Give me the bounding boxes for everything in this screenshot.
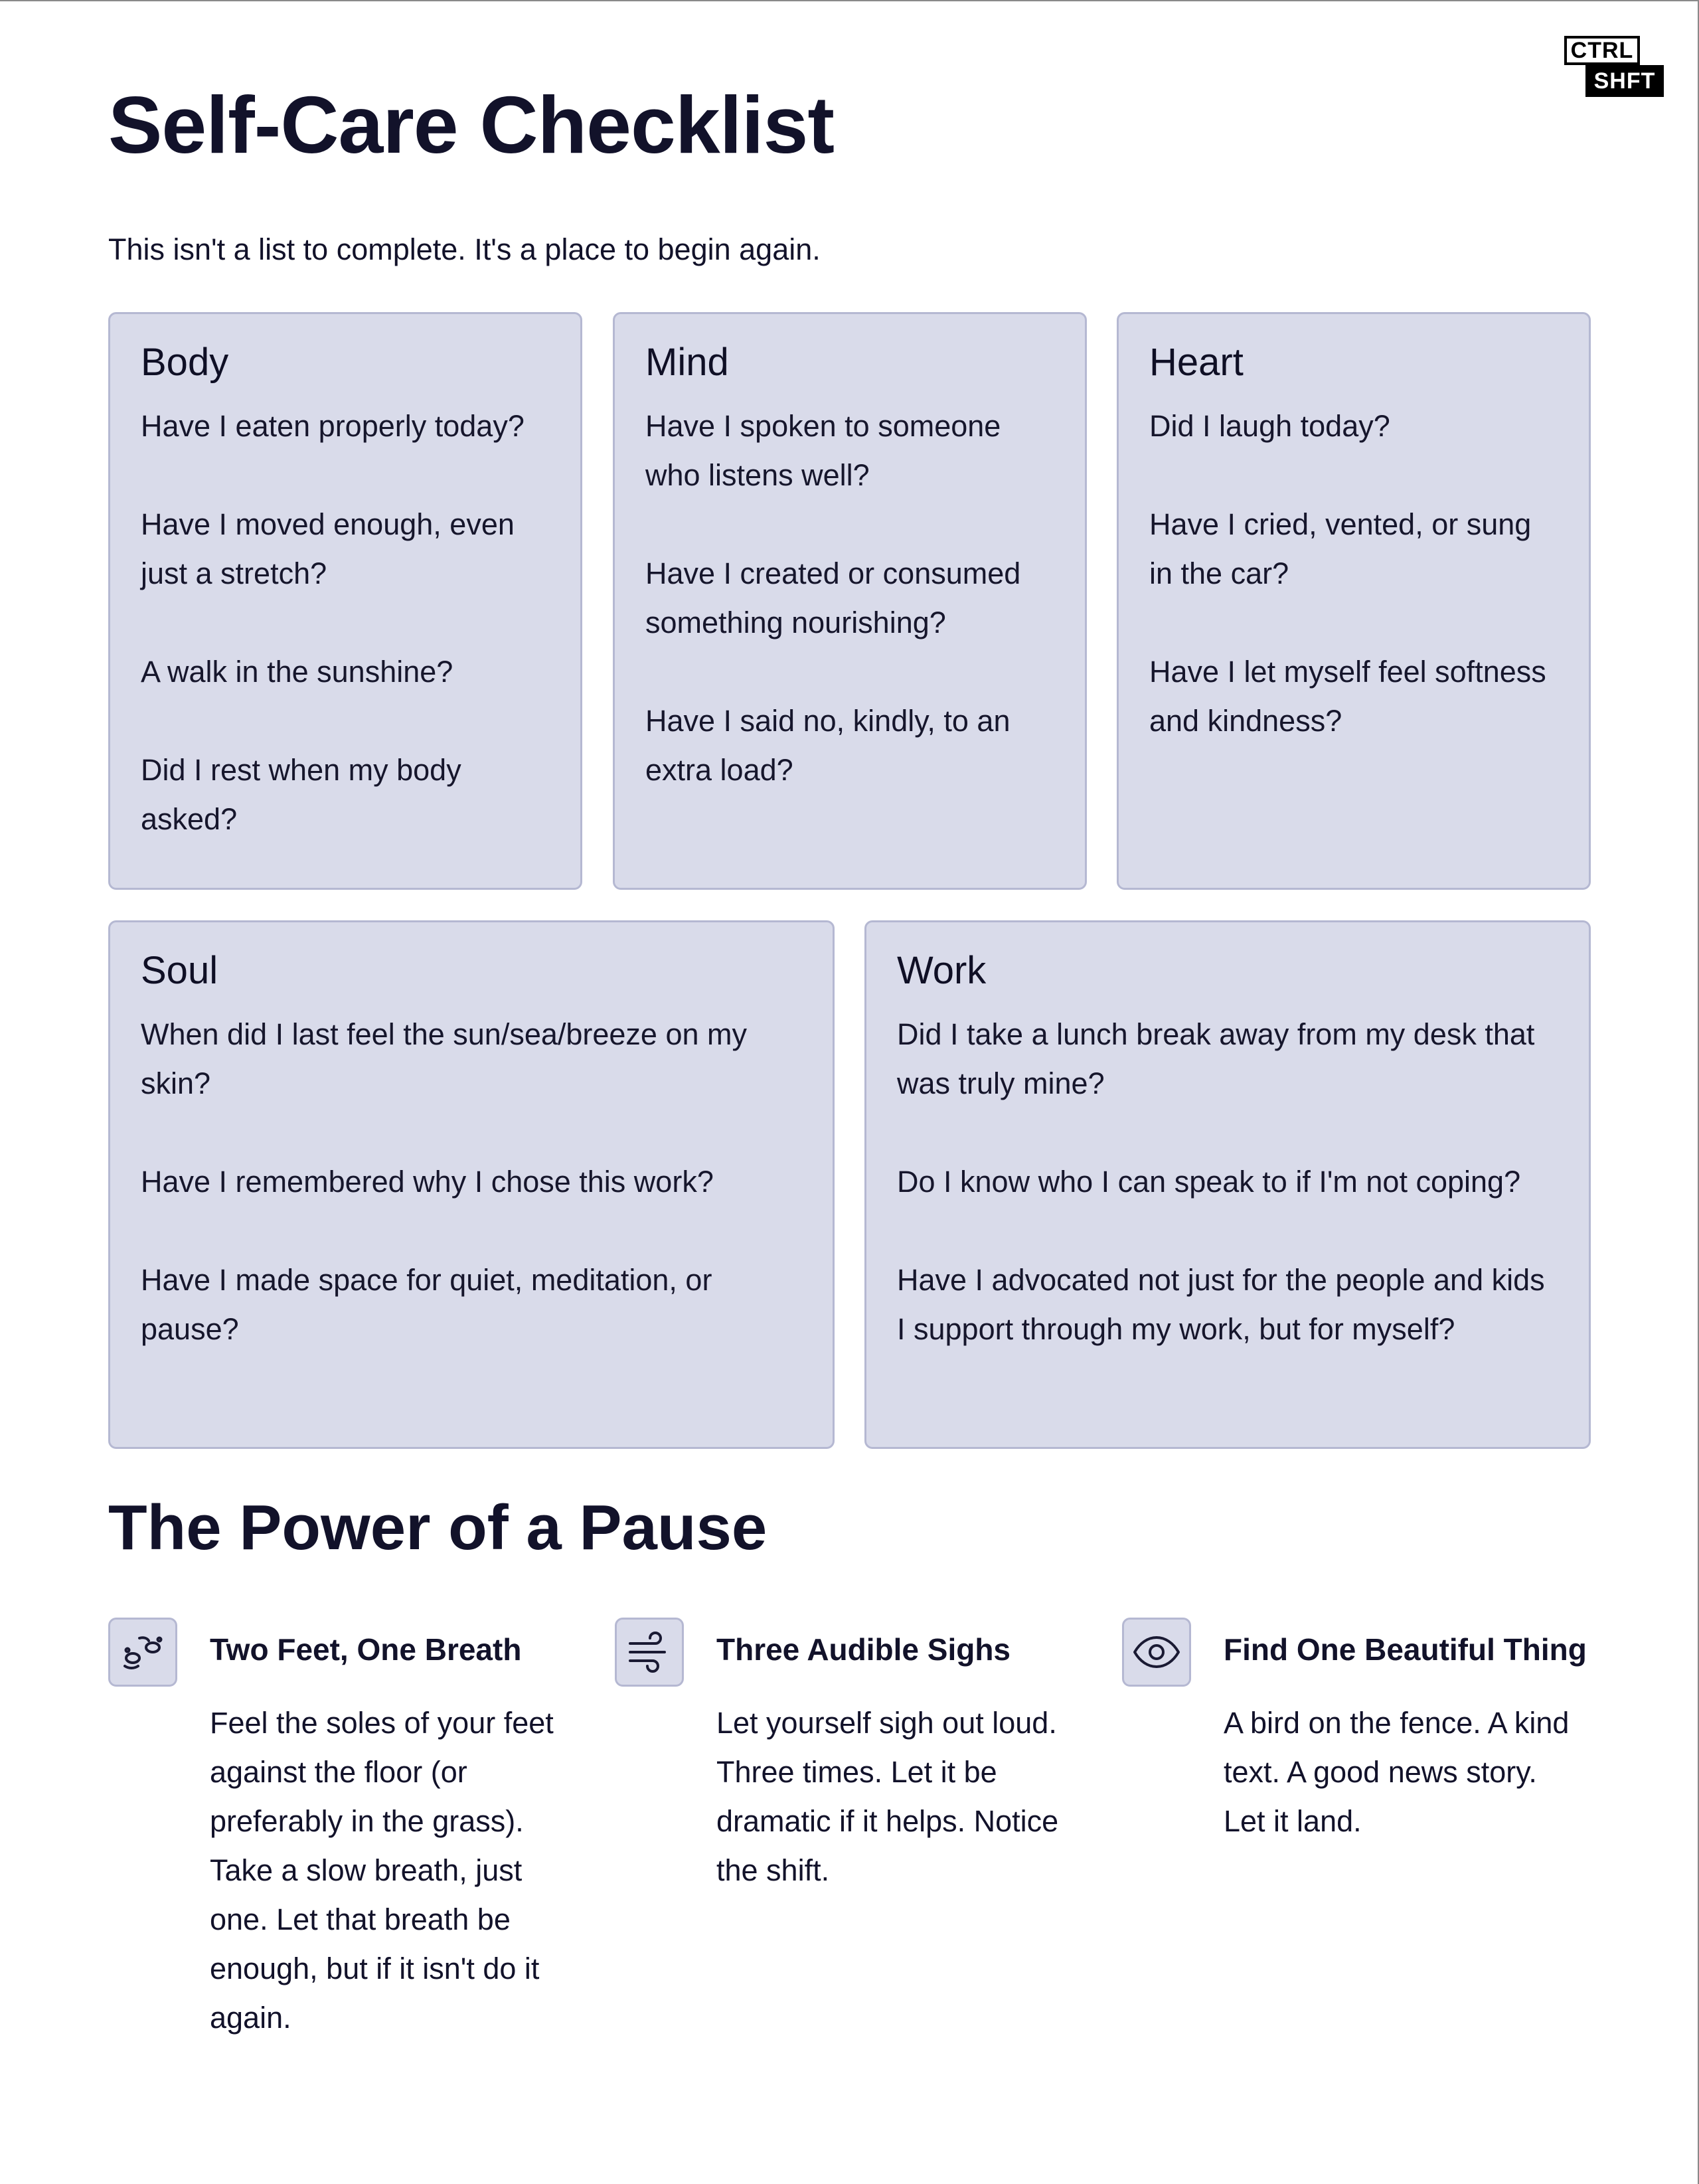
question-item: Did I take a lunch break away from my desk that was truly mine? [897, 1017, 1535, 1100]
wind-icon [615, 1618, 684, 1687]
question-item: Have I remembered why I chose this work? [141, 1165, 714, 1199]
footprints-icon [108, 1618, 177, 1687]
question-item: A walk in the sunshine? [141, 655, 453, 689]
question-item: Have I said no, kindly, to an extra load? [645, 704, 1011, 787]
card-question-list [141, 1010, 803, 1354]
question-item: Have I cried, vented, or sung in the car? [1149, 507, 1532, 590]
logo-line-ctrl: CTRL [1564, 36, 1640, 65]
eye-icon [1122, 1618, 1191, 1687]
pause-body: Feel the soles of your feet against the floor (or preferably in the grass). Take a slow breath, just one. Let that breath be enough, but if it isn't do it again. [210, 1706, 554, 2035]
card-question-list [141, 402, 551, 844]
card-question-list [645, 402, 1056, 795]
card-title: Heart [1149, 341, 1244, 384]
card-heart [1117, 312, 1591, 890]
question-item: Have I created or consumed something nourishing? [645, 556, 1021, 639]
card-title: Work [897, 949, 987, 992]
question-item: Have I let myself feel softness and kindness? [1149, 655, 1546, 738]
section-title-pause: The Power of a Pause [108, 1492, 768, 1563]
pause-heading: Two Feet, One Breath [210, 1632, 522, 1667]
question-item: When did I last feel the sun/sea/breeze on my skin? [141, 1017, 748, 1100]
question-item: Do I know who I can speak to if I'm not coping? [897, 1165, 1521, 1199]
card-body [108, 312, 582, 890]
logo-line-shft: SHFT [1585, 65, 1664, 97]
pause-heading: Find One Beautiful Thing [1224, 1632, 1587, 1667]
page-title: Self-Care Checklist [108, 80, 834, 170]
question-item: Have I advocated not just for the people and kids I support through my work, but for myself? [897, 1263, 1545, 1346]
card-work [864, 920, 1591, 1449]
question-item: Did I laugh today? [1149, 409, 1390, 443]
card-title: Body [141, 341, 229, 384]
pause-heading: Three Audible Sighs [716, 1632, 1011, 1667]
pause-body: Let yourself sigh out loud. Three times. Let it be dramatic if it helps. Notice the shift. [716, 1706, 1059, 1887]
question-item: Have I spoken to someone who listens well? [645, 409, 1001, 492]
question-item: Have I moved enough, even just a stretch? [141, 507, 515, 590]
card-soul [108, 920, 835, 1449]
card-question-list [897, 1010, 1560, 1354]
question-item: Have I eaten properly today? [141, 409, 525, 443]
card-title: Soul [141, 949, 218, 992]
question-item: Did I rest when my body asked? [141, 753, 461, 836]
intro-text: This isn't a list to complete. It's a place to begin again. [108, 232, 821, 266]
card-question-list [1149, 402, 1560, 746]
question-item: Have I made space for quiet, meditation, or pause? [141, 1263, 712, 1346]
pause-body: A bird on the fence. A kind text. A good news story. Let it land. [1224, 1706, 1570, 1838]
card-mind [613, 312, 1087, 890]
ctrl-shft-logo [1564, 36, 1664, 97]
card-title: Mind [645, 341, 729, 384]
